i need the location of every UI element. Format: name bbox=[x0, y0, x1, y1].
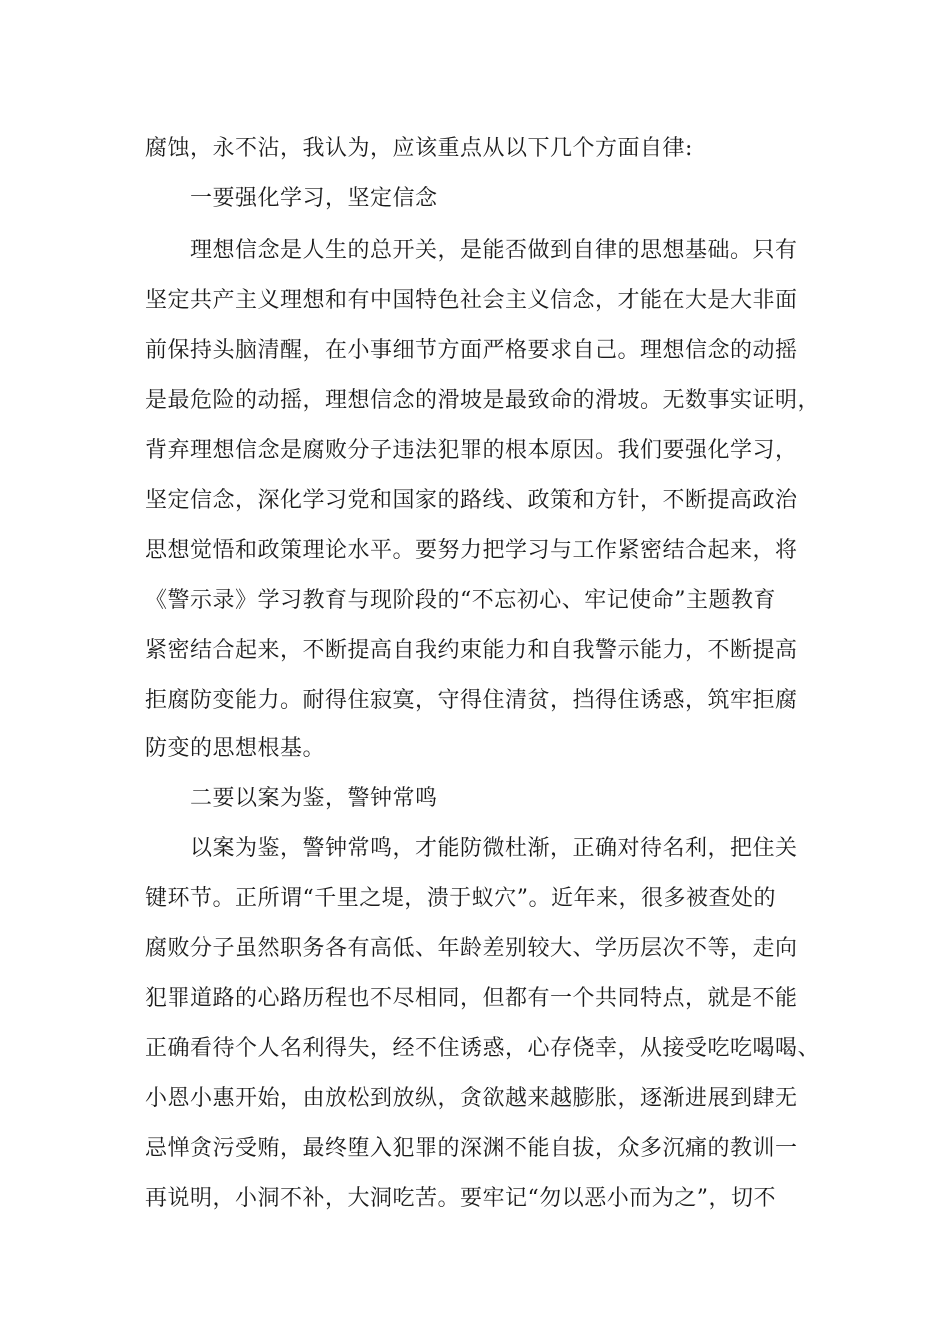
text-line: 思想觉悟和政策理论水平。要努力把学习与工作紧密结合起来，将 bbox=[145, 538, 798, 563]
section-heading-1: 一要强化学习，坚定信念 bbox=[190, 186, 438, 211]
text-line: 《警示录》学习教育与现阶段的“不忘初心、牢记使命”主题教育 bbox=[145, 588, 776, 613]
text-line: 腐蚀，永不沾，我认为，应该重点从以下几个方面自律: bbox=[145, 136, 693, 161]
text-line: 再说明，小洞不补，大洞吃苦。要牢记“勿以恶小而为之”，切不 bbox=[145, 1186, 776, 1211]
text-line: 背弃理想信念是腐败分子违法犯罪的根本原因。我们要强化学习， bbox=[145, 438, 798, 463]
text-line: 坚定信念，深化学习党和国家的路线、政策和方针，不断提高政治 bbox=[145, 488, 798, 513]
text-line: 正确看待个人名利得失，经不住诱惑，心存侥幸，从接受吃吃喝喝、 bbox=[145, 1036, 821, 1061]
text-line: 紧密结合起来，不断提高自我约束能力和自我警示能力，不断提高 bbox=[145, 638, 798, 663]
text-line: 小恩小惠开始，由放松到放纵，贪欲越来越膨胀，逐渐进展到肆无 bbox=[145, 1086, 798, 1111]
text-line: 拒腐防变能力。耐得住寂寞，守得住清贫，挡得住诱惑，筑牢拒腐 bbox=[145, 688, 798, 713]
text-line: 坚定共产主义理想和有中国特色社会主义信念，才能在大是大非面 bbox=[145, 288, 798, 313]
section-heading-2: 二要以案为鉴，警钟常鸣 bbox=[190, 786, 438, 811]
text-line: 腐败分子虽然职务各有高低、年龄差别较大、学历层次不等，走向 bbox=[145, 936, 798, 961]
text-line: 键环节。正所谓“千里之堤，溃于蚁穴”。近年来，很多被查处的 bbox=[145, 886, 776, 911]
text-line: 理想信念是人生的总开关，是能否做到自律的思想基础。只有 bbox=[190, 238, 798, 263]
text-line: 犯罪道路的心路历程也不尽相同，但都有一个共同特点，就是不能 bbox=[145, 986, 798, 1011]
text-line: 是最危险的动摇，理想信念的滑坡是最致命的滑坡。无数事实证明， bbox=[145, 388, 821, 413]
text-line: 防变的思想根基。 bbox=[145, 736, 326, 761]
text-line: 忌惮贪污受贿，最终堕入犯罪的深渊不能自拔，众多沉痛的教训一 bbox=[145, 1136, 798, 1161]
text-line: 以案为鉴，警钟常鸣，才能防微杜渐，正确对待名利，把住关 bbox=[190, 836, 798, 861]
text-line: 前保持头脑清醒，在小事细节方面严格要求自己。理想信念的动摇 bbox=[145, 338, 798, 363]
